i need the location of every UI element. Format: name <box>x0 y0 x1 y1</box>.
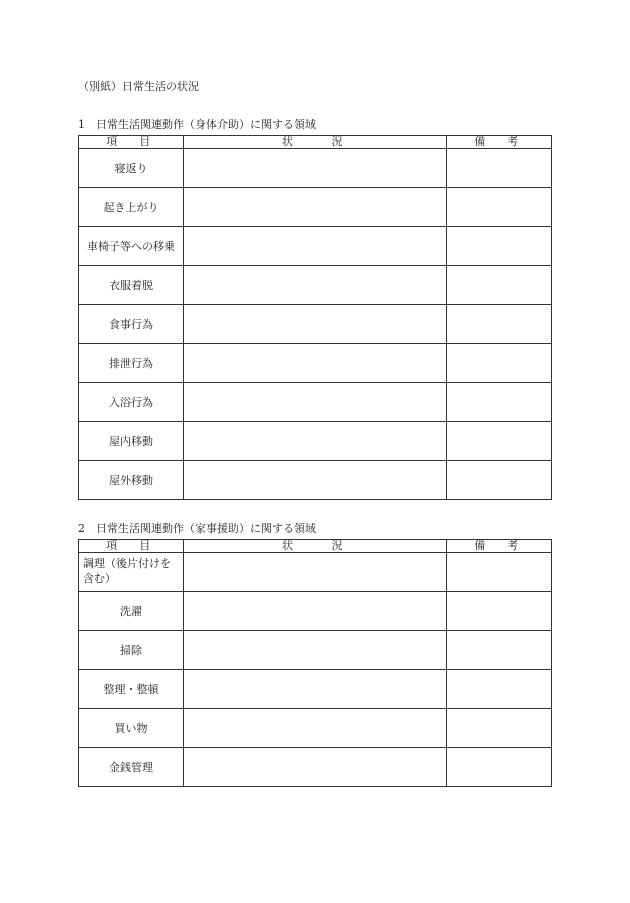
table-row <box>79 709 552 748</box>
status-cell[interactable] <box>184 709 447 748</box>
table-row <box>79 670 552 709</box>
status-cell[interactable] <box>184 188 447 227</box>
item-label: 起き上がり <box>79 188 184 227</box>
table-row <box>79 227 552 266</box>
item-label: 寝返り <box>79 149 184 188</box>
status-cell[interactable] <box>184 344 447 383</box>
remarks-cell[interactable] <box>447 149 552 188</box>
remarks-cell[interactable] <box>447 461 552 500</box>
section1-heading-text: 日常生活関連動作（身体介助）に関する領域 <box>96 118 316 131</box>
remarks-cell[interactable] <box>447 344 552 383</box>
remarks-cell[interactable] <box>447 188 552 227</box>
item-label: 排泄行為 <box>79 344 184 383</box>
status-cell[interactable] <box>184 553 447 592</box>
column-header-remarks: 備 考 <box>447 540 552 553</box>
status-cell[interactable] <box>184 422 447 461</box>
table-row <box>79 305 552 344</box>
section2-heading <box>78 522 316 536</box>
remarks-cell[interactable] <box>447 592 552 631</box>
column-header-remarks: 備 考 <box>447 136 552 149</box>
table-row <box>79 592 552 631</box>
status-cell[interactable] <box>184 383 447 422</box>
table-row <box>79 266 552 305</box>
table-row <box>79 344 552 383</box>
item-label: 車椅子等への移乗 <box>79 227 184 266</box>
column-header-item: 項 目 <box>79 540 184 553</box>
column-header-status: 状 況 <box>184 540 447 553</box>
item-label: 屋内移動 <box>79 422 184 461</box>
status-cell[interactable] <box>184 461 447 500</box>
section2-number: 2 <box>78 522 85 535</box>
table-row <box>79 383 552 422</box>
remarks-cell[interactable] <box>447 553 552 592</box>
column-header-status: 状 況 <box>184 136 447 149</box>
table-header-row <box>79 136 552 149</box>
status-cell[interactable] <box>184 670 447 709</box>
remarks-cell[interactable] <box>447 227 552 266</box>
remarks-cell[interactable] <box>447 383 552 422</box>
status-cell[interactable] <box>184 748 447 787</box>
table-header-row <box>79 540 552 553</box>
column-header-item: 項 目 <box>79 136 184 149</box>
item-label: 衣服着脱 <box>79 266 184 305</box>
remarks-cell[interactable] <box>447 266 552 305</box>
table-row <box>79 422 552 461</box>
remarks-cell[interactable] <box>447 709 552 748</box>
section1-heading <box>78 118 316 132</box>
item-label: 食事行為 <box>79 305 184 344</box>
remarks-cell[interactable] <box>447 422 552 461</box>
table-row <box>79 631 552 670</box>
status-cell[interactable] <box>184 631 447 670</box>
remarks-cell[interactable] <box>447 305 552 344</box>
table-row <box>79 149 552 188</box>
remarks-cell[interactable] <box>447 670 552 709</box>
table-row <box>79 553 552 592</box>
item-label: 入浴行為 <box>79 383 184 422</box>
item-label: 屋外移動 <box>79 461 184 500</box>
section1-number: 1 <box>78 118 85 131</box>
status-cell[interactable] <box>184 266 447 305</box>
status-cell[interactable] <box>184 149 447 188</box>
item-label: 掃除 <box>79 631 184 670</box>
item-label: 調理（後片付けを含む） <box>79 553 184 592</box>
remarks-cell[interactable] <box>447 748 552 787</box>
section2-heading-text: 日常生活関連動作（家事援助）に関する領域 <box>96 522 316 535</box>
table-row <box>79 188 552 227</box>
remarks-cell[interactable] <box>447 631 552 670</box>
table-physical-care <box>78 135 552 500</box>
status-cell[interactable] <box>184 305 447 344</box>
item-label: 洗濯 <box>79 592 184 631</box>
document-title: （別紙）日常生活の状況 <box>78 80 199 93</box>
status-cell[interactable] <box>184 227 447 266</box>
table-row <box>79 748 552 787</box>
item-label: 買い物 <box>79 709 184 748</box>
table-housework <box>78 539 552 787</box>
table-row <box>79 461 552 500</box>
item-label: 金銭管理 <box>79 748 184 787</box>
status-cell[interactable] <box>184 592 447 631</box>
item-label: 整理・整頓 <box>79 670 184 709</box>
